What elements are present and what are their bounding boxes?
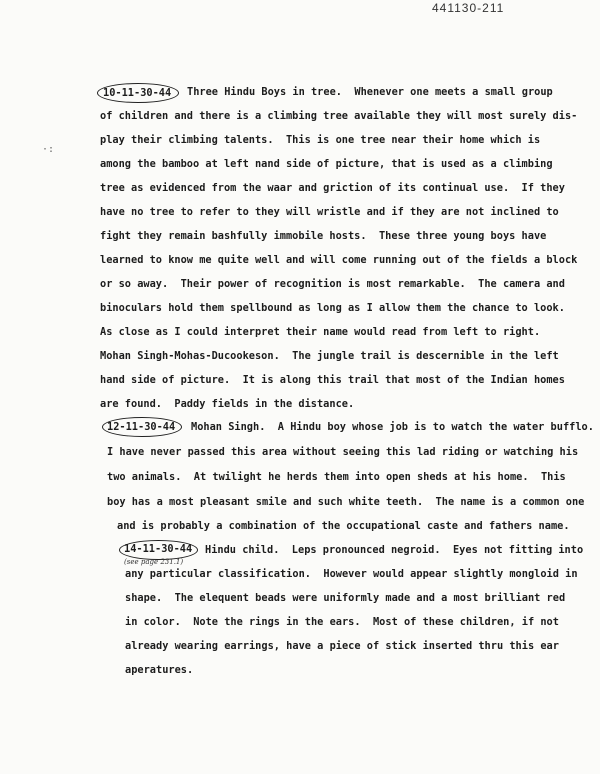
text-line: aperatures. (125, 664, 194, 676)
reference-number: 12-11-30-44 (107, 421, 176, 433)
text-line: hand side of picture. It is along this trail that most of the Indian homes (100, 374, 565, 386)
text-line: have no tree to refer to they will wristle and if they are not inclined to (100, 206, 559, 218)
text-line: in color. Note the rings in the ears. Most of these children, if not (125, 616, 559, 628)
text-line: and is probably a combination of the occupational caste and fathers name. (117, 520, 570, 532)
text-line: tree as evidenced from the waar and griction of its continual use. If they (100, 182, 565, 194)
text-line: boy has a most pleasant smile and such white teeth. The name is a common one (107, 496, 585, 508)
text-line: learned to know me quite well and will come running out of the fields a block (100, 254, 578, 266)
text-line: among the bamboo at left nand side of picture, that is used as a climbing (100, 158, 553, 170)
reference-number: 10-11-30-44 (103, 87, 172, 99)
text-line: I have never passed this area without seeing this lad riding or watching his (107, 446, 579, 458)
text-line: Mohan Singh-Mohas-Ducookeson. The jungle trail is descernible in the left (100, 350, 559, 362)
text-line: binoculars hold them spellbound as long as I allow them the chance to look. (100, 302, 565, 314)
handwritten-note: (see page 231.1) (124, 558, 184, 566)
text-line: Mohan Singh. A Hindu boy whose job is to watch the water bufflo. (191, 421, 594, 433)
text-line: Hindu child. Leps pronounced negroid. Eyes not fitting into (205, 544, 584, 556)
text-line: Three Hindu Boys in tree. Whenever one meets a small group (187, 86, 553, 98)
text-line: are found. Paddy fields in the distance. (100, 398, 355, 410)
reference-number: 14-11-30-44 (124, 543, 193, 555)
text-line: As close as I could interpret their name would read from left to right. (100, 326, 541, 338)
document-number: 441130-211 (432, 1, 505, 15)
text-line: shape. The elequent beads were uniformly made and a most brilliant red (125, 592, 566, 604)
margin-mark: ·: (42, 144, 55, 155)
text-line: two animals. At twilight he herds them into open sheds at his home. This (107, 471, 566, 483)
text-line: any particular classification. However would appear slightly mongloid in (125, 568, 578, 580)
text-line: play their climbing talents. This is one tree near their home which is (100, 134, 541, 146)
text-line: fight they remain bashfully immobile hosts. These three young boys have (100, 230, 547, 242)
text-line: of children and there is a climbing tree available they will most surely dis- (100, 110, 578, 122)
text-line: or so away. Their power of recognition is most remarkable. The camera and (100, 278, 565, 290)
text-line: already wearing earrings, have a piece of stick inserted thru this ear (125, 640, 559, 652)
